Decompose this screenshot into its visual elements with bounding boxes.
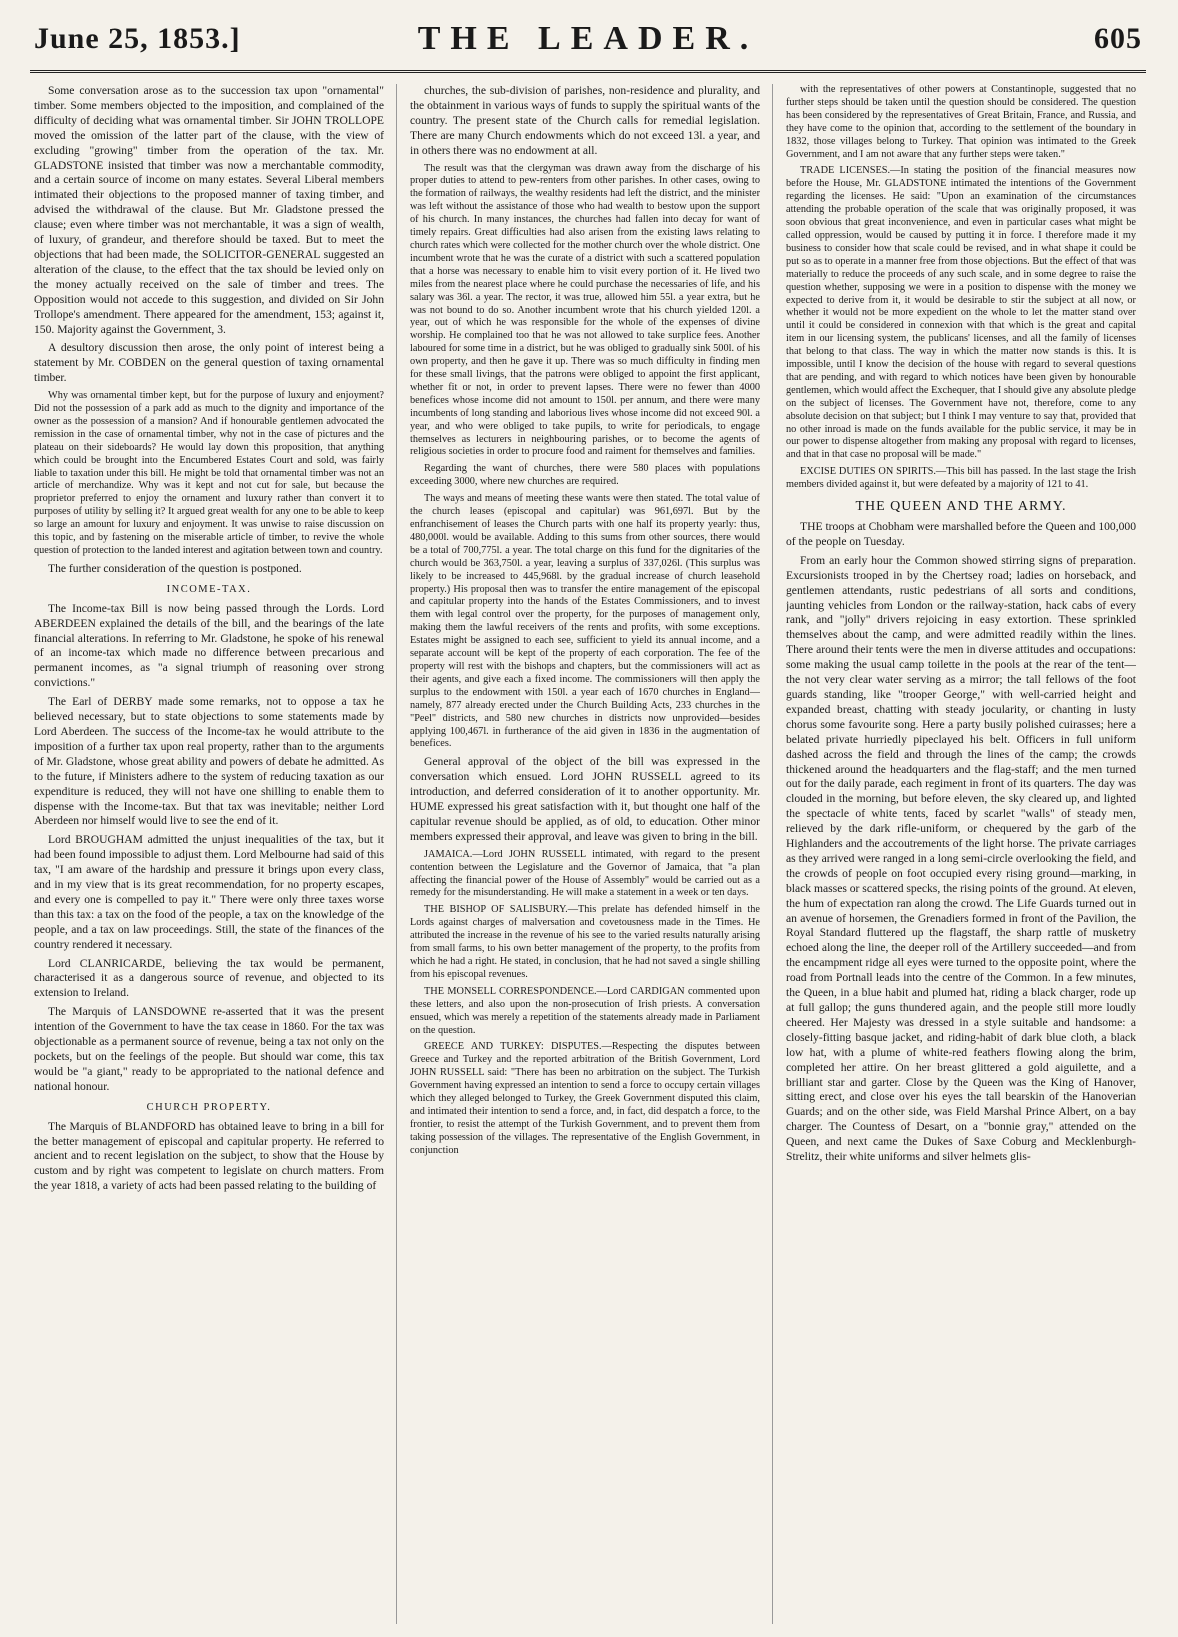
paragraph: The result was that the clergyman was drawn away from the discharge of his proper duties to attend to pew-renters from other parishes. In other cases, owing to the formation of railways, the wealthy residents had left the district, and the minister was left without the assistance of those who had wealth to bestow upon the support of his church. In many instances, the churches had fallen into decay for want of timely repairs. Great difficulties had also arisen from the existing laws relating to church rates which were collected for the mother church over the whole district. One incumbent wrote that he was the curate of a district with such a scattered population that a horse was necessary to enable him to visit every portion of it. He lived two miles from the nearest place where he could purchase the necessaries of life, and his salary was 36l. a year. The rector, it was true, allowed him 55l. a year extra, but he was not bound to do so. Another incumbent wrote that his church yielded 120l. a year, out of which he was responsible for the whole of the expenses of divine worship. He complained too that he was not allowed to take surplice fees. Another laboured for some time in a district, but he was obliged to gradually sink 500l. of his own property, and then he gave it up. There was so much difficulty in finding men for these small livings, that the patrons were obliged to appoint the first applicant, whether fit or not, in order to prevent lapses. There were no fewer than 4000 benefices whose income did not amount to 150l. per annum, and there were many incumbents of long standing and laborious lives whose income did not exceed 90l. a year, and who were obliged to take pupils, to write for periodicals, to engage themselves as lecturers in neighbouring parishes, or to become the agents of religious societies in order to procure food and raiment for themselves and families. [410, 162, 760, 458]
paragraph: Why was ornamental timber kept, but for the purpose of luxury and enjoyment? Did not the possession of a park add as much to the dignity and importance of the owner as the possession of a mansion? And if honourable gentlemen advocated the remission in the case of ornamental timber, why not in the case of pictures and the plateau on their sideboards? He would lay down this proposition, that anything which could be brought into the Encumbered Estates Court and sold, was fairly liable to taxation under this bill. He might be told that ornamental timber was not an article of merchandize. Why was it kept and not cut for sale, but because the proprietor preferred to enjoy the ornament and luxury rather than convert it to purposes of utility by selling it? It argued great wealth for any one to be able to keep so large an amount for luxury and enjoyment. It was unwise to raise discussion on this topic, and by fastening on the miserable article of timber, to revive the whole question of protection to the landed interest and agitation between town and country. [34, 390, 384, 556]
paragraph: with the representatives of other powers at Constantinople, suggested that no further steps should be taken until the question should be considered. The question has been considered by the representatives of Great Britain, France, and Russia, and they have come to the opinion that, according to the settlement of the boundary in 1832, those villages belong to Turkey. That opinion was intimated to the Greek Government, and I am not aware that any further steps were taken." [786, 84, 1136, 160]
paragraph: The Marquis of BLANDFORD has obtained leave to bring in a bill for the better management of episcopal and capitular property. He referred to ancient and to recent legislation on the subject, to show that the House by custom and by right was competent to legislate on church matters. From the year 1818, a variety of acts had been passed relating to the building of [34, 1119, 384, 1193]
paragraph: THE troops at Chobham were marshalled before the Queen and 100,000 of the people on Tuesday. [786, 520, 1136, 548]
page-number: 605 [1094, 22, 1142, 55]
paragraph: THE MONSELL CORRESPONDENCE.—Lord CARDIGAN commented upon these letters, and also upon the non-prosecution of Irish priests. A conversation ensued, which was merely a repetition of the statements already made in Parliament on the question. [410, 985, 760, 1036]
paragraph: Lord BROUGHAM admitted the unjust inequalities of the tax, but it had been found impossible to adjust them. Lord Melbourne had said of this tax, "I am aware of the hardship and pressure it brings upon every class, and in my view that is its great recommendation, for no property escapes, and every one is compelled to pay it." There were only three taxes worse than this tax: a tax on the food of the people, a tax on the knowledge of the people, and a tax on law proceedings. Still, the state of the finances of the country rendered it necessary. [34, 833, 384, 951]
paragraph: The ways and means of meeting these wants were then stated. The total value of the church leases (episcopal and capitular) was 961,697l. But by the enfranchisement of leases the Church parts with one half its property yearly: thus, 480,000l. would be available. Adding to this sums from other sources, there would be a total of 700,775l. a year. The total charge on this fund for the dignitaries of the church would be 363,750l. a year, leaving a surplus of 337,026l. (This surplus was likely to be increased to 445,968l. by the gradual increase of church leasehold property.) His proposal then was to transfer the entire management of the episcopal and capitular property into the hands of the Estates Commissioners, and to invest them with legal control over the property, for the purposes of management only, making them the lawful receivers of the rents and profits, with some exceptions. Estates might be assigned to each see, sufficient to yield its annual income, and a separate account will be kept of the property of each corporation. The fee of the property will rest with the bishops and chapters, but the commissioners will act as their agents, and give each a fixed income. The commissioners will then apply the surplus to the endowment with 150l. a year each of 1670 churches in England—namely, 877 already erected under the Church Building Acts, 233 churches in the "Peel" districts, and 580 new churches in districts now unprovided—besides applying 100,467l. in furtherance of the aid given in 1836 in the augmentation of benefices. [410, 493, 760, 750]
issue-date: June 25, 1853.] [34, 22, 241, 55]
paragraph: Some conversation arose as to the succession tax upon "ornamental" timber. Some members objected to the imposition, and complained of the difficulty of deciding what was ornamental timber. Sir JOHN TROLLOPE moved the omission of the latter part of the clause, with the view of excluding "growing" timber from the operation of the tax. Mr. GLADSTONE insisted that timber was now a merchantable commodity, and a certain source of income on many estates. Several Liberal members intimated their objections to the proposed manner of taxing timber, and advised the withdrawal of the clause. But Mr. Gladstone pressed the clause; even where timber was not merchantable, it was a sign of wealth, of luxury, of grandeur, and therefore should be taxed. But to meet the objections that had been made, the SOLICITOR-GENERAL suggested an alteration of the clause, to the effect that the tax should be levied only on the money actually received on the sale of timber and trees. The Opposition would not accede to this suggestion, and divided on Sir John Trollope's amendment. There appeared for the amendment, 153; against it, 150. Majority against the Government, 3. [34, 84, 384, 336]
section-heading-church-property: CHURCH PROPERTY. [146, 1101, 272, 1113]
paragraph: EXCISE DUTIES ON SPIRITS.—This bill has passed. In the last stage the Irish members divided against it, but were defeated by a majority of 121 to 41. [786, 466, 1136, 491]
column-left [34, 84, 384, 1624]
column-divider [772, 84, 773, 1624]
paragraph: GREECE AND TURKEY: DISPUTES.—Respecting the disputes between Greece and Turkey and the reported arbitration of the British Government, Lord JOHN RUSSELL said: "There has been no arbitration on the subject. The Turkish Government having expressed an intention to send a force to occupy certain villages which they alleged belonged to Turkey, the Greek Government disputed this claim, and intimated their intention to send a force, and, in fact, did despatch a force, to the frontier, to resist the attempt of the Turkish Government, and to prevent them from taking possession of the villages. The representative of the English Government, in conjunction [410, 1041, 760, 1156]
paragraph: The Earl of DERBY made some remarks, not to oppose a tax he believed necessary, but to state objections to some statements made by Lord Aberdeen. The success of the Income-tax he would attribute to the imposition of a further tax upon real property, rather than to the arguments of Mr. Gladstone, whose great ability and powers of debate he admitted. As to the future, if Ministers adhere to the system of reducing taxation as our expenditure is reduced, they will not have one shilling to enable them to dispense with the Income-tax. But that tax was inevitable; neither Lord Aberdeen nor himself would live to see the end of it. [34, 695, 384, 828]
paragraph: Regarding the want of churches, there were 580 places with populations exceeding 3000, where new churches are required. [410, 463, 760, 488]
paragraph: From an early hour the Common showed stirring signs of preparation. Excursionists trooped in by the Chertsey road; ladies on horseback, and gentlemen attendants, rustic pedestrians of all sorts and conditions, jaunting vehicles from London or the railway-station, hack cabs of every rank, and "jolly" drivers rejoicing in easy extortion. These sprinkled themselves about the camp, and were admitted readily within the lines. There around their tents were the men in diverse attitudes and occupations: some making the usual camp toilette in the pools at the rear of the tent—the not very clear water serving as a mirror; the tall fellows of the foot guards standing, like "trooper George," with well-carried height and expanded breast, chatting with steady jocularity, or chanting in lusty chorus some favourite song. Here a party busily polished cuirasses; here a belated private hurriedly pipeclayed his belt. Officers in full uniform dashed across the field and through the lines of the camp; the crowds thickened around the headquarters and the flag-staff; and the men turned out for the daily parade, each regiment in front of its quarters. The day was clouded in the morning, but before eleven, the sky cleared up, and lighted the spectacle of white tents, faced by scarlet "walls" of steady men, relieved by the dark rifle-uniform, or chequered by the garb of the Highlanders and the accoutrements of the light horse. The private carriages as they arrived were ranged in a long semi-circle overlooking the field, and the crowds of people on foot occupied every rising ground—marking, in black masses or scattered specks, the rising points of the ground. At eleven, the hum of expectation ran along the crowd. The Life Guards turned out in an avenue of horsemen, the Grenadiers formed in front of the Pavilion, the Royal Standard fluttered up the flagstaff, the sharp rattle of musketry echoed along the line, the deeper roll of the Artillery succeeded—and from the encampment ridge all eyes were turned to the opposite point, where the road from Portnall leads into the centre of the Common. In a few minutes, the Queen, in a blue habit and plumed hat, riding a black charger, rode up at full gallop; the guns thundered again, and the people still more loudly cheered. Her Majesty was dressed in a style suitable and handsome: a closely-fitting basque jacket, and riding-habit of dark blue cloth, a black low hat, with a plume of white-red feathers flowing along the brim, completed her attire. On her breast glittered a gold aiguilette, and a brilliant star and garter. Close by the Queen was the King of Hanover, sitting erect, and close over his eyes the tall bearskin of the Hanoverian Guards; and on the other side, was Field Marshal Prince Albert, on a bay charger. The Countess of Desart, on a "bonnie gray," attended on the Queen, and next came the Dukes of Saxe Coburg and Mecklenburgh-Strelitz, their white uniforms and silver helmets glis- [786, 553, 1136, 1164]
paragraph: The Marquis of LANSDOWNE re-asserted that it was the present intention of the Government to have the tax cease in 1860. For the tax was objectionable as a permanent source of revenue, being a tax not only on the pockets, but on the feelings of the people. But should war come, this tax would be "a giant," ready to be appropriated to the national defence and national honour. [34, 1005, 384, 1093]
paragraph: General approval of the object of the bill was expressed in the conversation which ensued. Lord JOHN RUSSELL agreed to its introduction, and deferred consideration of it to another opportunity. Mr. HUME expressed his great satisfaction with it, but thought one half of the capitular revenue should be applied, as of old, to education. Other minor members expressed their approval, and leave was given to bring in the bill. [410, 755, 760, 843]
paragraph: TRADE LICENSES.—In stating the position of the financial measures now before the House, Mr. GLADSTONE intimated the intentions of the Government regarding the licenses. He said: "Upon an examination of the circumstances attending the probable operation of the scale that was originally proposed, it was soon obvious that great inconvenience, and even in particular cases what might be called oppression, would be caused by putting it in force. I therefore made it my business to consider how that scale could be revised, and in what shape it could be put so as to operate in a manner free from those objections. But the effect of that was materially to reduce the proceeds of any such scale, and in some degree to raise the question whether, supposing we were in a position to dispense with the money we expected to derive from it, it would be desirable to stir the subject at all now, or whether it would not be more expedient on the whole to let the matter stand over until it could be considered in connexion with that which is the great and capital item in our licensing system, the publicans' licenses, and all the family of licenses that belong to that class. The way in which the matter now stands is this. It is impossible, until I know the decision of the house with regard to several questions that are pending, and with regard to which notices have been given by honourable gentlemen, which would affect the Exchequer, that I should give any absolute pledge on the subject of licenses. The Government have not, therefore, come to any absolute decision on that subject; but I think I may venture to say that, provided that no other inroad is made on the funds available for the public service, it may be in our power to dispense altogether from making any proposal with regard to licenses, and that in that case no proposal will be made." [786, 165, 1136, 461]
masthead [30, 14, 1146, 73]
paragraph: The Income-tax Bill is now being passed through the Lords. Lord ABERDEEN explained the details of the bill, and the bearings of the late financial alterations. In referring to Mr. Gladstone, he spoke of his renewal of an income-tax which made no difference between precarious and permanent incomes, as "a signal triumph of reasoning over strong convictions." [34, 601, 384, 690]
paragraph: churches, the sub-division of parishes, non-residence and plurality, and the obtainment in various ways of funds to supply the spiritual wants of the country. The present state of the Church calls for remedial legislation. There are many Church endowments which do not exceed 13l. a year, and in others there was no endowment at all. [410, 84, 760, 157]
paragraph: JAMAICA.—Lord JOHN RUSSELL intimated, with regard to the present contention between the Legislature and the Governor of Jamaica, that "a plan affecting the financial power of the House of Assembly" would be carried out as a remedy for the misunderstanding. He will make a statement in a week or ten days. [410, 848, 760, 899]
newspaper-title: THE LEADER. [417, 20, 759, 57]
column-right [786, 84, 1136, 1624]
column-divider [396, 84, 397, 1624]
paragraph: A desultory discussion then arose, the only point of interest being a statement by Mr. COBDEN on the general question of taxing ornamental timber. [34, 341, 384, 385]
paragraph: The further consideration of the question is postponed. [48, 561, 302, 575]
section-heading-queen-army: THE QUEEN AND THE ARMY. [855, 499, 1067, 515]
paragraph: THE BISHOP OF SALISBURY.—This prelate has defended himself in the Lords against charges of malversation and covetousness made in the Times. He attributed the increase in the revenue of his see to the varied results naturally arising from small farms, to his own better management of the property, to the profits from which he had a right. He stated, in conclusion, that he had not saved a single shilling from his episcopal revenues. [410, 904, 760, 980]
paragraph: Lord CLANRICARDE, believing the tax would be permanent, characterised it as a dangerous source of revenue, and objected to its extension to Ireland. [34, 956, 384, 1000]
section-heading-income-tax: INCOME-TAX. [166, 583, 252, 595]
column-middle [410, 84, 760, 1624]
